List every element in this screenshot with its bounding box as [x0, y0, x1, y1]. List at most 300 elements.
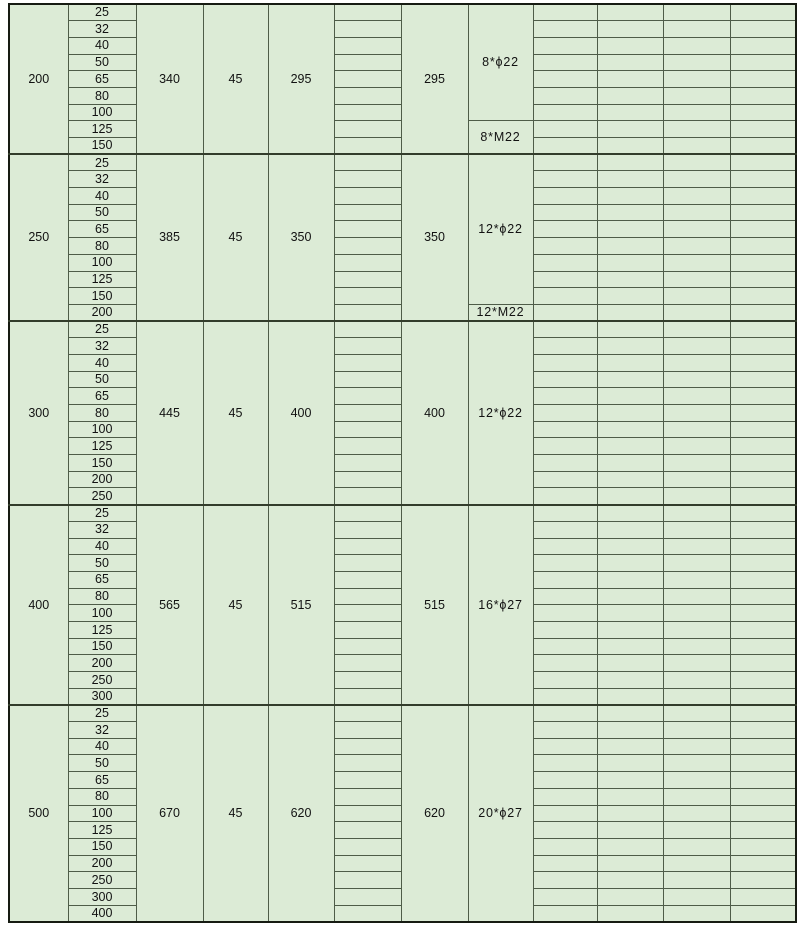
- bolt-spec-cell: 12*ϕ22: [468, 154, 533, 304]
- blank-cell: [533, 805, 597, 822]
- size-cell: 50: [68, 555, 136, 572]
- blank-cell: [663, 822, 730, 839]
- size-cell: 40: [68, 354, 136, 371]
- blank-cell: [334, 738, 401, 755]
- blank-cell: [730, 121, 796, 138]
- blank-cell: [597, 271, 663, 288]
- blank-cell: [597, 138, 663, 155]
- blank-cell: [334, 838, 401, 855]
- blank-cell: [730, 605, 796, 622]
- blank-cell: [597, 405, 663, 422]
- size-cell: 32: [68, 171, 136, 188]
- size-cell: 125: [68, 621, 136, 638]
- value-cell-col7: 350: [401, 154, 468, 321]
- blank-cell: [533, 71, 597, 88]
- blank-cell: [334, 488, 401, 505]
- blank-cell: [597, 438, 663, 455]
- blank-cell: [663, 121, 730, 138]
- blank-cell: [533, 371, 597, 388]
- blank-cell: [663, 621, 730, 638]
- blank-cell: [597, 388, 663, 405]
- blank-cell: [663, 755, 730, 772]
- blank-cell: [730, 321, 796, 338]
- blank-cell: [730, 338, 796, 355]
- size-cell: 200: [68, 304, 136, 321]
- dn-cell: 400: [9, 505, 68, 705]
- blank-cell: [334, 371, 401, 388]
- blank-cell: [730, 271, 796, 288]
- blank-cell: [533, 271, 597, 288]
- blank-cell: [533, 755, 597, 772]
- blank-cell: [597, 21, 663, 38]
- blank-cell: [663, 221, 730, 238]
- blank-cell: [663, 705, 730, 722]
- blank-cell: [533, 388, 597, 405]
- blank-cell: [597, 188, 663, 205]
- blank-cell: [334, 455, 401, 472]
- blank-cell: [663, 805, 730, 822]
- blank-cell: [597, 71, 663, 88]
- blank-cell: [597, 755, 663, 772]
- blank-cell: [334, 304, 401, 321]
- size-cell: 80: [68, 788, 136, 805]
- value-cell-col4: 45: [203, 705, 268, 922]
- blank-cell: [730, 455, 796, 472]
- blank-cell: [663, 788, 730, 805]
- blank-cell: [334, 571, 401, 588]
- blank-cell: [597, 254, 663, 271]
- value-cell-col5: 295: [268, 4, 334, 154]
- size-cell: 40: [68, 738, 136, 755]
- size-cell: 100: [68, 805, 136, 822]
- blank-cell: [663, 455, 730, 472]
- blank-cell: [334, 605, 401, 622]
- blank-cell: [730, 371, 796, 388]
- blank-cell: [597, 571, 663, 588]
- blank-cell: [663, 872, 730, 889]
- flange-spec-table: [8, 3, 797, 923]
- blank-cell: [597, 221, 663, 238]
- blank-cell: [597, 121, 663, 138]
- blank-cell: [533, 838, 597, 855]
- blank-cell: [730, 738, 796, 755]
- blank-cell: [533, 254, 597, 271]
- size-cell: 200: [68, 855, 136, 872]
- blank-cell: [663, 371, 730, 388]
- blank-cell: [730, 621, 796, 638]
- blank-cell: [730, 204, 796, 221]
- blank-cell: [597, 488, 663, 505]
- blank-cell: [597, 104, 663, 121]
- value-cell-col3: 670: [136, 705, 203, 922]
- size-cell: 40: [68, 37, 136, 54]
- bolt-spec-cell: 8*M22: [468, 121, 533, 154]
- size-cell: 100: [68, 605, 136, 622]
- size-cell: 125: [68, 822, 136, 839]
- blank-cell: [597, 288, 663, 305]
- blank-cell: [597, 538, 663, 555]
- blank-cell: [334, 221, 401, 238]
- size-cell: 80: [68, 405, 136, 422]
- blank-cell: [334, 388, 401, 405]
- blank-cell: [730, 154, 796, 171]
- size-cell: 250: [68, 488, 136, 505]
- table-row: [9, 4, 796, 21]
- blank-cell: [533, 188, 597, 205]
- blank-cell: [334, 154, 401, 171]
- blank-cell: [730, 672, 796, 689]
- blank-cell: [334, 471, 401, 488]
- blank-cell: [597, 338, 663, 355]
- blank-cell: [730, 722, 796, 739]
- blank-cell: [597, 171, 663, 188]
- blank-cell: [533, 154, 597, 171]
- blank-cell: [663, 855, 730, 872]
- blank-cell: [334, 288, 401, 305]
- blank-cell: [597, 621, 663, 638]
- dn-cell: 300: [9, 321, 68, 505]
- value-cell-col5: 515: [268, 505, 334, 705]
- blank-cell: [730, 872, 796, 889]
- blank-cell: [533, 705, 597, 722]
- blank-cell: [334, 188, 401, 205]
- size-cell: 80: [68, 87, 136, 104]
- value-cell-col4: 45: [203, 321, 268, 505]
- size-cell: 150: [68, 455, 136, 472]
- blank-cell: [597, 154, 663, 171]
- blank-cell: [663, 37, 730, 54]
- blank-cell: [730, 221, 796, 238]
- blank-cell: [730, 805, 796, 822]
- blank-cell: [597, 321, 663, 338]
- blank-cell: [663, 171, 730, 188]
- blank-cell: [533, 221, 597, 238]
- blank-cell: [730, 421, 796, 438]
- blank-cell: [533, 488, 597, 505]
- blank-cell: [597, 505, 663, 522]
- blank-cell: [334, 688, 401, 705]
- blank-cell: [730, 688, 796, 705]
- size-cell: 32: [68, 722, 136, 739]
- size-cell: 125: [68, 271, 136, 288]
- blank-cell: [663, 521, 730, 538]
- blank-cell: [730, 104, 796, 121]
- blank-cell: [663, 321, 730, 338]
- blank-cell: [533, 354, 597, 371]
- blank-cell: [597, 555, 663, 572]
- blank-cell: [730, 87, 796, 104]
- size-cell: 50: [68, 755, 136, 772]
- blank-cell: [597, 421, 663, 438]
- blank-cell: [597, 588, 663, 605]
- blank-cell: [334, 37, 401, 54]
- size-cell: 300: [68, 888, 136, 905]
- blank-cell: [334, 888, 401, 905]
- blank-cell: [334, 805, 401, 822]
- blank-cell: [533, 905, 597, 922]
- size-cell: 65: [68, 571, 136, 588]
- blank-cell: [533, 638, 597, 655]
- blank-cell: [730, 855, 796, 872]
- blank-cell: [533, 471, 597, 488]
- blank-cell: [533, 304, 597, 321]
- blank-cell: [730, 488, 796, 505]
- table-row: [9, 154, 796, 171]
- blank-cell: [597, 54, 663, 71]
- blank-cell: [334, 21, 401, 38]
- size-cell: 150: [68, 288, 136, 305]
- blank-cell: [334, 521, 401, 538]
- size-cell: 25: [68, 321, 136, 338]
- size-cell: 150: [68, 138, 136, 155]
- blank-cell: [597, 738, 663, 755]
- table-row: [9, 505, 796, 522]
- blank-cell: [533, 288, 597, 305]
- size-cell: 65: [68, 772, 136, 789]
- blank-cell: [334, 54, 401, 71]
- blank-cell: [334, 4, 401, 21]
- blank-cell: [730, 788, 796, 805]
- value-cell-col3: 445: [136, 321, 203, 505]
- blank-cell: [334, 621, 401, 638]
- blank-cell: [663, 54, 730, 71]
- blank-cell: [730, 54, 796, 71]
- blank-cell: [663, 888, 730, 905]
- blank-cell: [663, 87, 730, 104]
- dn-cell: 200: [9, 4, 68, 154]
- size-cell: 100: [68, 104, 136, 121]
- value-cell-col7: 400: [401, 321, 468, 505]
- blank-cell: [730, 138, 796, 155]
- blank-cell: [334, 405, 401, 422]
- size-cell: 80: [68, 238, 136, 255]
- blank-cell: [533, 121, 597, 138]
- blank-cell: [334, 638, 401, 655]
- blank-cell: [533, 621, 597, 638]
- blank-cell: [533, 54, 597, 71]
- blank-cell: [663, 905, 730, 922]
- blank-cell: [730, 471, 796, 488]
- blank-cell: [730, 238, 796, 255]
- blank-cell: [730, 405, 796, 422]
- blank-cell: [533, 171, 597, 188]
- blank-cell: [533, 238, 597, 255]
- blank-cell: [533, 87, 597, 104]
- blank-cell: [663, 154, 730, 171]
- bolt-spec-cell: 12*M22: [468, 304, 533, 321]
- blank-cell: [334, 588, 401, 605]
- blank-cell: [663, 588, 730, 605]
- blank-cell: [533, 37, 597, 54]
- blank-cell: [334, 822, 401, 839]
- blank-cell: [334, 254, 401, 271]
- blank-cell: [663, 605, 730, 622]
- blank-cell: [730, 288, 796, 305]
- size-cell: 125: [68, 121, 136, 138]
- blank-cell: [533, 605, 597, 622]
- blank-cell: [533, 588, 597, 605]
- bolt-spec-cell: 8*ϕ22: [468, 4, 533, 121]
- size-cell: 50: [68, 54, 136, 71]
- blank-cell: [597, 37, 663, 54]
- blank-cell: [533, 672, 597, 689]
- value-cell-col5: 620: [268, 705, 334, 922]
- blank-cell: [597, 888, 663, 905]
- blank-cell: [533, 438, 597, 455]
- size-cell: 125: [68, 438, 136, 455]
- blank-cell: [663, 204, 730, 221]
- blank-cell: [663, 388, 730, 405]
- blank-cell: [597, 471, 663, 488]
- blank-cell: [597, 655, 663, 672]
- value-cell-col3: 565: [136, 505, 203, 705]
- blank-cell: [663, 254, 730, 271]
- blank-cell: [730, 438, 796, 455]
- blank-cell: [597, 204, 663, 221]
- value-cell-col4: 45: [203, 4, 268, 154]
- blank-cell: [334, 354, 401, 371]
- size-cell: 40: [68, 538, 136, 555]
- blank-cell: [663, 271, 730, 288]
- blank-cell: [730, 37, 796, 54]
- blank-cell: [663, 505, 730, 522]
- blank-cell: [597, 4, 663, 21]
- blank-cell: [663, 138, 730, 155]
- blank-cell: [597, 772, 663, 789]
- blank-cell: [334, 338, 401, 355]
- blank-cell: [663, 405, 730, 422]
- blank-cell: [730, 888, 796, 905]
- blank-cell: [334, 772, 401, 789]
- blank-cell: [663, 288, 730, 305]
- size-cell: 25: [68, 705, 136, 722]
- blank-cell: [663, 655, 730, 672]
- size-cell: 100: [68, 421, 136, 438]
- size-cell: 50: [68, 204, 136, 221]
- blank-cell: [663, 838, 730, 855]
- blank-cell: [730, 71, 796, 88]
- blank-cell: [334, 538, 401, 555]
- blank-cell: [334, 655, 401, 672]
- blank-cell: [533, 738, 597, 755]
- size-cell: 65: [68, 388, 136, 405]
- blank-cell: [334, 421, 401, 438]
- blank-cell: [334, 321, 401, 338]
- value-cell-col7: 295: [401, 4, 468, 154]
- blank-cell: [533, 788, 597, 805]
- blank-cell: [597, 805, 663, 822]
- value-cell-col4: 45: [203, 154, 268, 321]
- blank-cell: [334, 121, 401, 138]
- blank-cell: [663, 21, 730, 38]
- blank-cell: [663, 304, 730, 321]
- value-cell-col3: 340: [136, 4, 203, 154]
- value-cell-col5: 400: [268, 321, 334, 505]
- size-cell: 400: [68, 905, 136, 922]
- value-cell-col5: 350: [268, 154, 334, 321]
- blank-cell: [597, 605, 663, 622]
- blank-cell: [533, 521, 597, 538]
- blank-cell: [730, 822, 796, 839]
- blank-cell: [663, 772, 730, 789]
- blank-cell: [663, 488, 730, 505]
- bolt-spec-cell: 20*ϕ27: [468, 705, 533, 922]
- blank-cell: [597, 304, 663, 321]
- blank-cell: [533, 455, 597, 472]
- blank-cell: [533, 138, 597, 155]
- size-cell: 150: [68, 638, 136, 655]
- size-cell: 100: [68, 254, 136, 271]
- blank-cell: [334, 238, 401, 255]
- blank-cell: [730, 705, 796, 722]
- blank-cell: [663, 471, 730, 488]
- size-cell: 25: [68, 4, 136, 21]
- value-cell-col3: 385: [136, 154, 203, 321]
- blank-cell: [663, 638, 730, 655]
- blank-cell: [730, 638, 796, 655]
- blank-cell: [597, 455, 663, 472]
- blank-cell: [334, 87, 401, 104]
- blank-cell: [730, 755, 796, 772]
- size-cell: 150: [68, 838, 136, 855]
- blank-cell: [730, 354, 796, 371]
- blank-cell: [730, 838, 796, 855]
- bolt-spec-cell: 12*ϕ22: [468, 321, 533, 505]
- blank-cell: [334, 905, 401, 922]
- blank-cell: [334, 788, 401, 805]
- blank-cell: [730, 571, 796, 588]
- blank-cell: [334, 138, 401, 155]
- spec-table-body: [9, 4, 796, 922]
- blank-cell: [334, 71, 401, 88]
- value-cell-col7: 620: [401, 705, 468, 922]
- blank-cell: [334, 505, 401, 522]
- blank-cell: [533, 855, 597, 872]
- blank-cell: [597, 371, 663, 388]
- blank-cell: [597, 705, 663, 722]
- blank-cell: [533, 538, 597, 555]
- blank-cell: [334, 171, 401, 188]
- blank-cell: [663, 738, 730, 755]
- blank-cell: [334, 555, 401, 572]
- table-row: [9, 321, 796, 338]
- blank-cell: [597, 722, 663, 739]
- size-cell: 250: [68, 672, 136, 689]
- blank-cell: [663, 421, 730, 438]
- blank-cell: [597, 521, 663, 538]
- blank-cell: [533, 655, 597, 672]
- blank-cell: [663, 722, 730, 739]
- blank-cell: [533, 555, 597, 572]
- blank-cell: [334, 672, 401, 689]
- blank-cell: [663, 571, 730, 588]
- blank-cell: [334, 872, 401, 889]
- blank-cell: [730, 171, 796, 188]
- size-cell: 250: [68, 872, 136, 889]
- value-cell-col7: 515: [401, 505, 468, 705]
- value-cell-col4: 45: [203, 505, 268, 705]
- blank-cell: [597, 905, 663, 922]
- blank-cell: [730, 521, 796, 538]
- blank-cell: [730, 388, 796, 405]
- blank-cell: [597, 672, 663, 689]
- blank-cell: [663, 71, 730, 88]
- blank-cell: [334, 705, 401, 722]
- size-cell: 40: [68, 188, 136, 205]
- blank-cell: [533, 872, 597, 889]
- blank-cell: [663, 538, 730, 555]
- blank-cell: [730, 772, 796, 789]
